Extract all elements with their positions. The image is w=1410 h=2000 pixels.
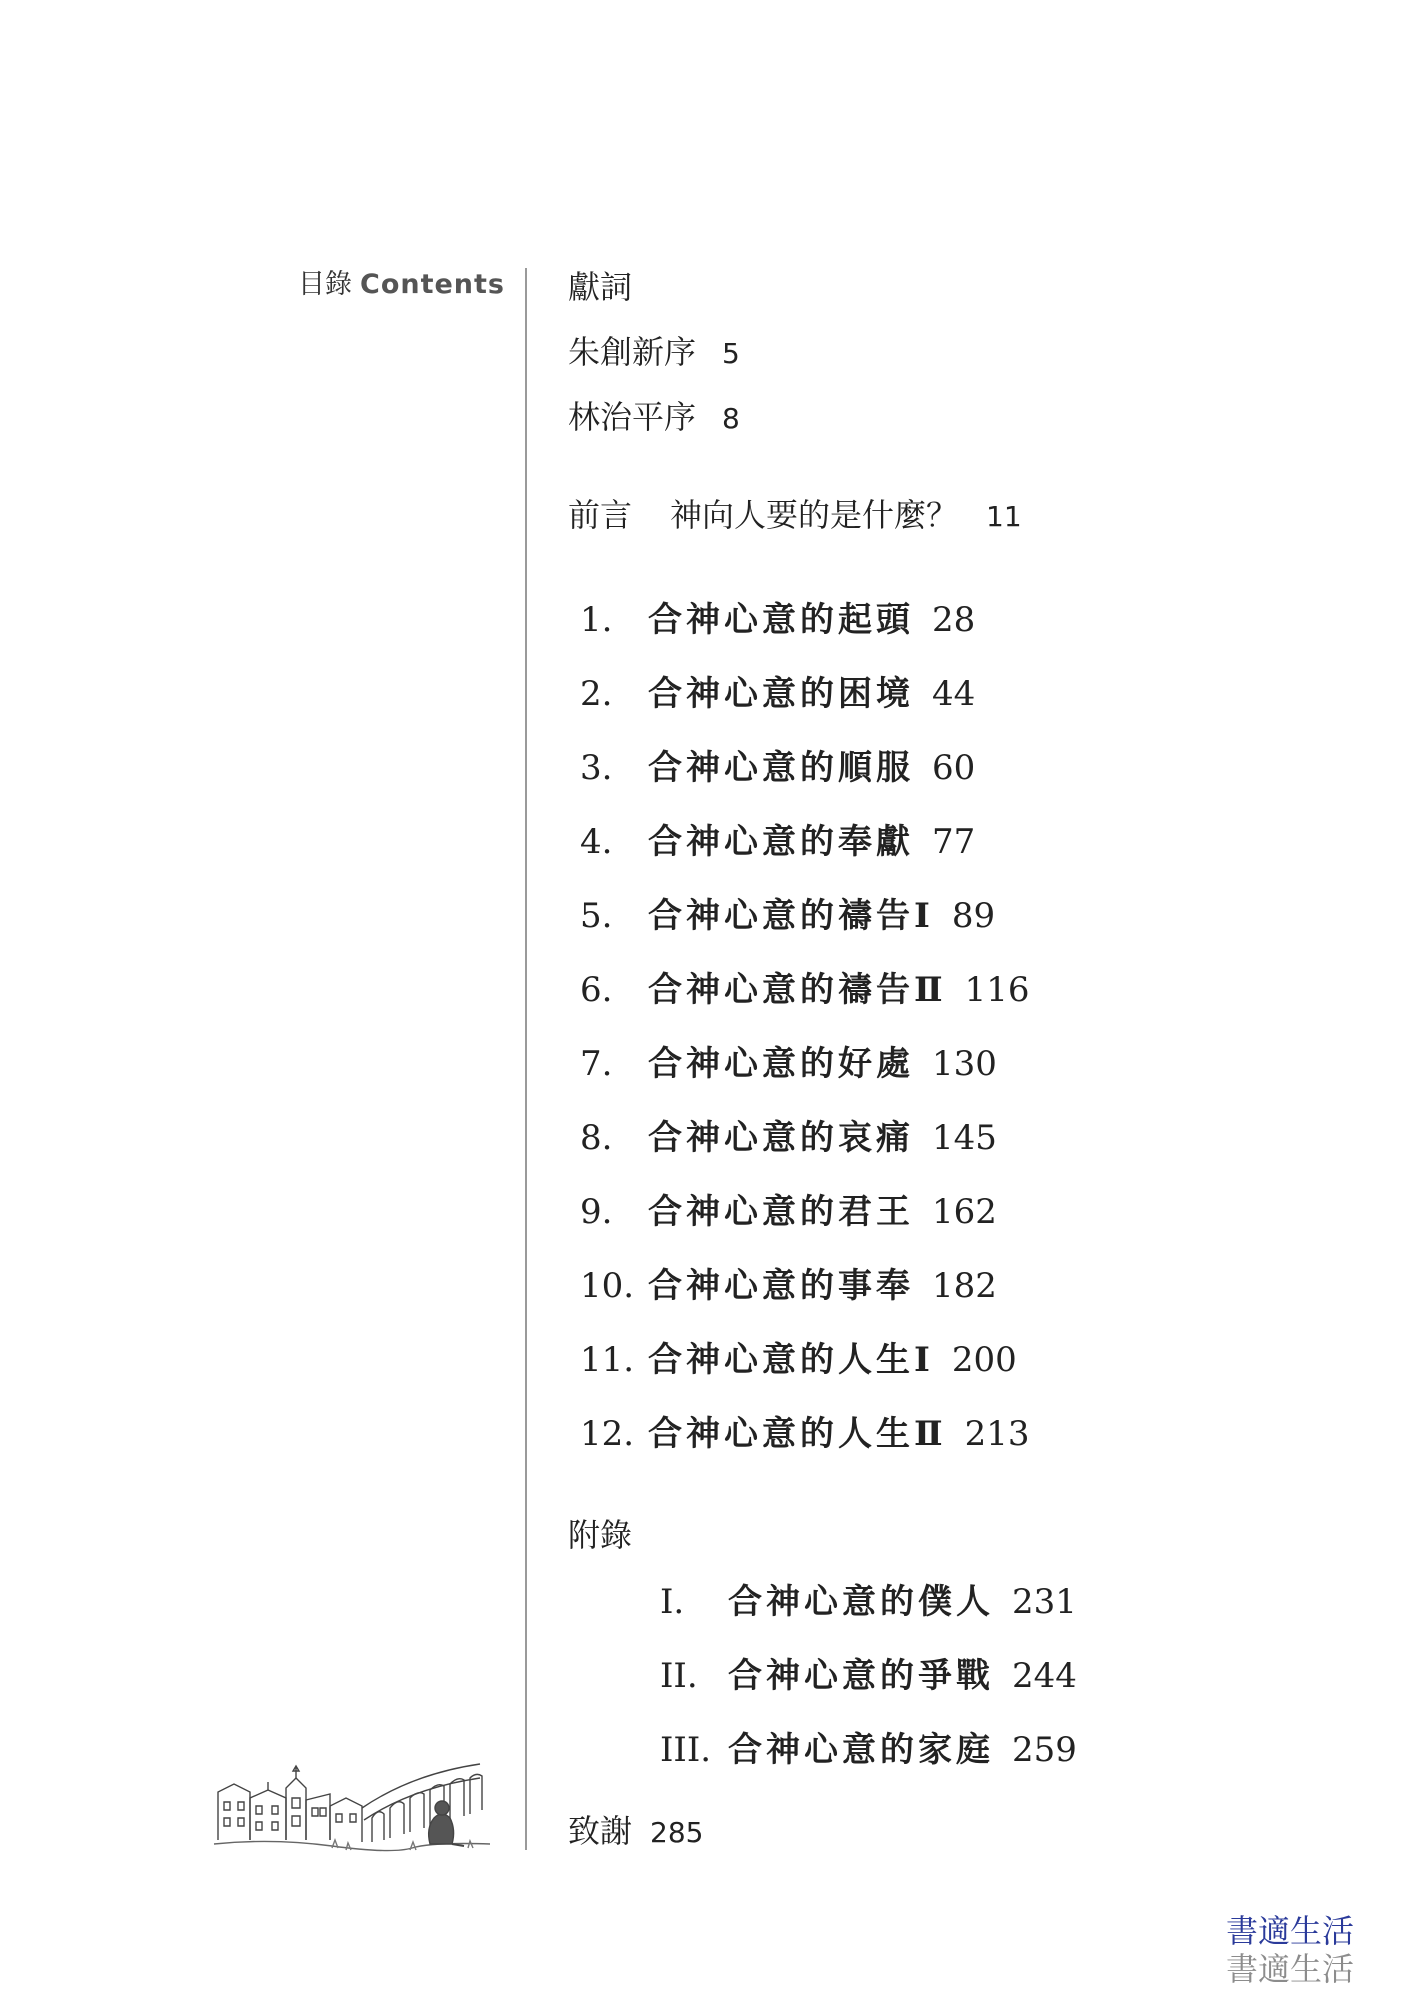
chapter-number: 8. [580,1118,613,1158]
preface-title: 神向人要的是什麼？ [670,496,959,534]
appendix-title: 合神心意的家庭 [728,1730,994,1770]
toc-entry-foreword-zhu[interactable] [568,327,740,373]
watermark-line-1: 書適生活 [1225,1912,1354,1950]
toc-entry-title: 林治平序 [568,398,697,436]
chapter-number: 12. [580,1414,635,1454]
chapter-number: 1. [580,600,613,640]
toc-chapter-5[interactable] [580,888,995,937]
chapter-number: 6. [580,970,613,1010]
chapter-title: 合神心意的君王 [648,1192,914,1232]
appendix-title: 合神心意的僕人 [728,1582,994,1622]
chapter-page: 200 [951,1340,1017,1380]
toc-entry-acknowledgments[interactable] [568,1806,703,1852]
appendix-page: 244 [1012,1656,1077,1696]
toc-chapter-9[interactable] [580,1184,997,1233]
toc-chapter-7[interactable] [580,1036,997,1085]
toc-entry-preface[interactable] [568,490,1022,536]
chapter-number: 11. [580,1340,635,1380]
appendix-page: 231 [1012,1582,1077,1622]
chapter-page: 162 [932,1192,997,1232]
chapter-number: 4. [580,822,613,862]
chapter-title: 合神心意的哀痛 [648,1118,914,1158]
chapter-number: 10. [580,1266,635,1306]
toc-chapter-4[interactable] [580,814,975,863]
chapter-number: 7. [580,1044,613,1084]
toc-entry-title: 獻詞 [568,268,633,306]
toc-chapter-8[interactable] [580,1110,997,1159]
toc-appendix-2[interactable] [660,1648,1077,1697]
chapter-page: 213 [964,1414,1030,1454]
chapter-title: 合神心意的好處 [648,1044,914,1084]
appendix-title: 合神心意的爭戰 [728,1656,994,1696]
chapter-page: 130 [932,1044,997,1084]
chapter-title: 合神心意的人生Ⅱ [648,1414,947,1454]
chapter-title: 合神心意的困境 [648,674,914,714]
chapter-page: 116 [964,970,1030,1010]
chapter-title: 合神心意的事奉 [648,1266,914,1306]
toc-entry-dedication[interactable] [568,262,632,308]
chapter-number: 5. [580,896,613,936]
contents-heading-en: Contents [360,269,506,300]
toc-appendix-1[interactable] [660,1574,1077,1623]
toc-chapter-10[interactable] [580,1258,997,1307]
chapter-title: 合神心意的人生Ⅰ [648,1340,934,1380]
preface-label: 前言 [568,496,633,534]
toc-chapter-11[interactable] [580,1332,1017,1381]
town-sketch-illustration [212,1748,492,1858]
toc-chapter-3[interactable] [580,740,975,789]
toc-entry-page: 8 [722,402,740,435]
chapter-page: 89 [951,896,996,936]
chapter-title: 合神心意的起頭 [648,600,914,640]
chapter-page: 182 [932,1266,997,1306]
toc-chapter-6[interactable] [580,962,1030,1011]
chapter-title: 合神心意的禱告Ⅱ [648,970,947,1010]
toc-chapter-2[interactable] [580,666,975,715]
chapter-title: 合神心意的禱告Ⅰ [648,896,934,936]
chapter-number: 2. [580,674,613,714]
toc-entry-page: 285 [650,1816,704,1849]
toc-entry-title: 朱創新序 [568,333,697,371]
appendix-number: III. [660,1730,712,1770]
chapter-title: 合神心意的順服 [648,748,914,788]
vertical-divider [525,268,527,1850]
chapter-number: 3. [580,748,613,788]
appendix-number: II. [660,1656,698,1696]
contents-heading [298,262,505,301]
chapter-number: 9. [580,1192,613,1232]
watermark-line-2: 書適生活 [1225,1950,1354,1988]
chapter-title: 合神心意的奉獻 [648,822,914,862]
contents-heading-zh: 目錄 [298,269,352,300]
appendix-heading: 附錄 [568,1516,633,1554]
preface-page: 11 [986,500,1022,533]
chapter-page: 77 [932,822,976,862]
toc-chapter-12[interactable] [580,1406,1030,1455]
appendix-number: I. [660,1582,685,1622]
toc-appendix-3[interactable] [660,1722,1077,1771]
toc-entry-title: 致謝 [568,1812,633,1850]
toc-entry-page: 5 [722,337,740,370]
toc-chapter-1[interactable] [580,592,975,641]
chapter-page: 28 [932,600,976,640]
chapter-page: 44 [932,674,976,714]
chapter-page: 145 [932,1118,997,1158]
appendix-page: 259 [1012,1730,1077,1770]
chapter-page: 60 [932,748,976,788]
toc-entry-foreword-lin[interactable] [568,392,740,438]
